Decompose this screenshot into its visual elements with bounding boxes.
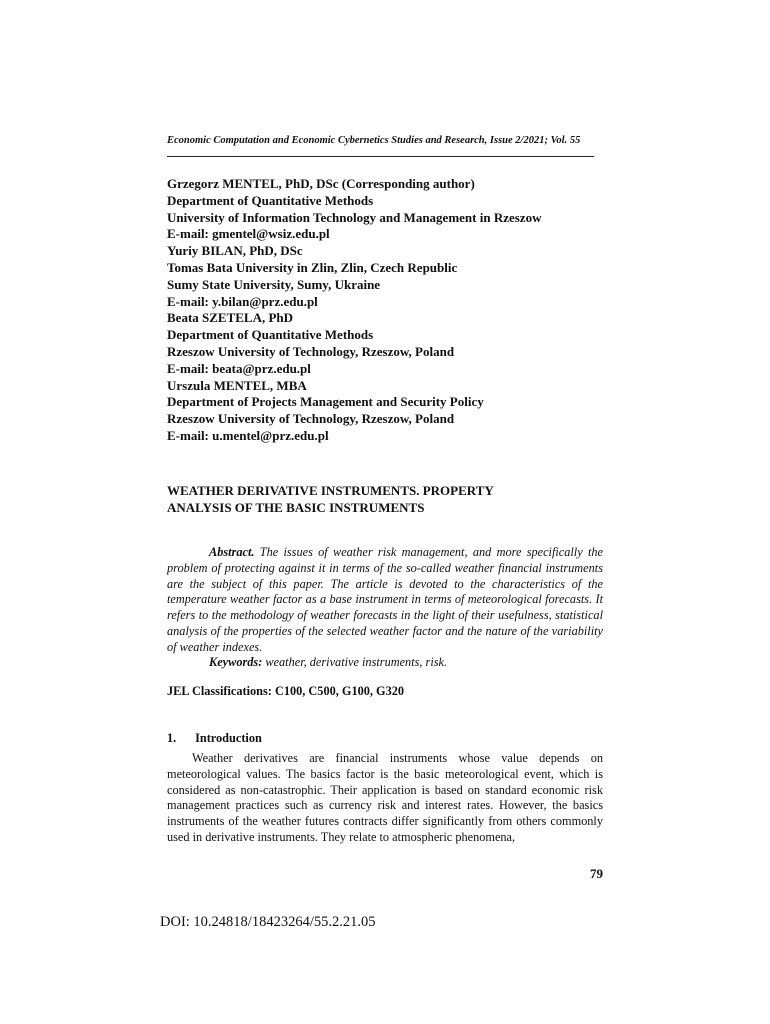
paper-title	[167, 482, 607, 516]
author-name: Yuriy BILAN, PhD, DSc	[167, 243, 303, 259]
jel-classifications: JEL Classifications: C100, C500, G100, G320	[167, 684, 405, 698]
author-affiliation: University of Information Technology and Management in Rzeszow	[167, 209, 542, 225]
introduction-paragraph: Weather derivatives are financial instruments whose value depends on meteorological values. The basics factor is the basic meteorological event, which is considered as non-catastrophic. Their application is based on standard economic risk management practices such as currency risk and interest rates. However, the basics instruments of the weather futures contracts differ significantly from others commonly used in derivative instruments. They relate to atmospheric phenomena,	[167, 751, 603, 844]
abstract-label: Abstract.	[209, 545, 255, 559]
abstract	[167, 545, 603, 656]
paper-title-line: ANALYSIS OF THE BASIC INSTRUMENTS	[167, 500, 425, 515]
page-number: 79	[590, 866, 603, 881]
author-email: E-mail: beata@prz.edu.pl	[167, 360, 311, 376]
author-affiliation: Department of Quantitative Methods	[167, 192, 374, 208]
author-affiliation: Sumy State University, Sumy, Ukraine	[167, 276, 381, 292]
keywords	[209, 655, 609, 671]
section-number: 1.	[167, 731, 177, 745]
header-rule	[167, 156, 594, 157]
author-email: E-mail: gmentel@wsiz.edu.pl	[167, 226, 330, 242]
section-heading	[167, 731, 262, 746]
keywords-label: Keywords:	[209, 655, 263, 669]
author-email: E-mail: u.mentel@prz.edu.pl	[167, 427, 329, 443]
author-affiliation: Tomas Bata University in Zlin, Zlin, Czech Republic	[167, 259, 458, 275]
author-affiliation: Rzeszow University of Technology, Rzeszow, Poland	[167, 343, 455, 359]
author-affiliation: Department of Projects Management and Security Policy	[167, 394, 484, 410]
journal-header: Economic Computation and Economic Cybernetics Studies and Research, Issue 2/2021; Vol. 55	[167, 135, 581, 146]
section-title: Introduction	[195, 731, 262, 745]
author-name: Grzegorz MENTEL, PhD, DSc (Corresponding author)	[167, 176, 475, 191]
doi: DOI: 10.24818/18423264/55.2.21.05	[160, 914, 376, 930]
author-email: E-mail: y.bilan@prz.edu.pl	[167, 293, 318, 309]
author-affiliation: Department of Quantitative Methods	[167, 327, 374, 343]
author-name: Urszula MENTEL, MBA	[167, 377, 307, 393]
author-affiliation: Rzeszow University of Technology, Rzeszow, Poland	[167, 411, 455, 427]
author-block	[167, 176, 607, 445]
paper-title-line: WEATHER DERIVATIVE INSTRUMENTS. PROPERTY	[167, 483, 494, 498]
abstract-text: The issues of weather risk management, and more specifically the problem of protecting against it in terms of the so-called weather financial instruments are the subject of this paper. The article is devoted to the characteristics of the temperature weather factor as a base instrument in terms of meteorological forecasts. It refers to the methodology of weather forecasts in the light of their usefulness, statistical analysis of the properties of the selected weather factor and the nature of the variability of weather indexes.	[167, 545, 603, 654]
author-name: Beata SZETELA, PhD	[167, 310, 294, 326]
keywords-text: weather, derivative instruments, risk.	[265, 655, 448, 669]
